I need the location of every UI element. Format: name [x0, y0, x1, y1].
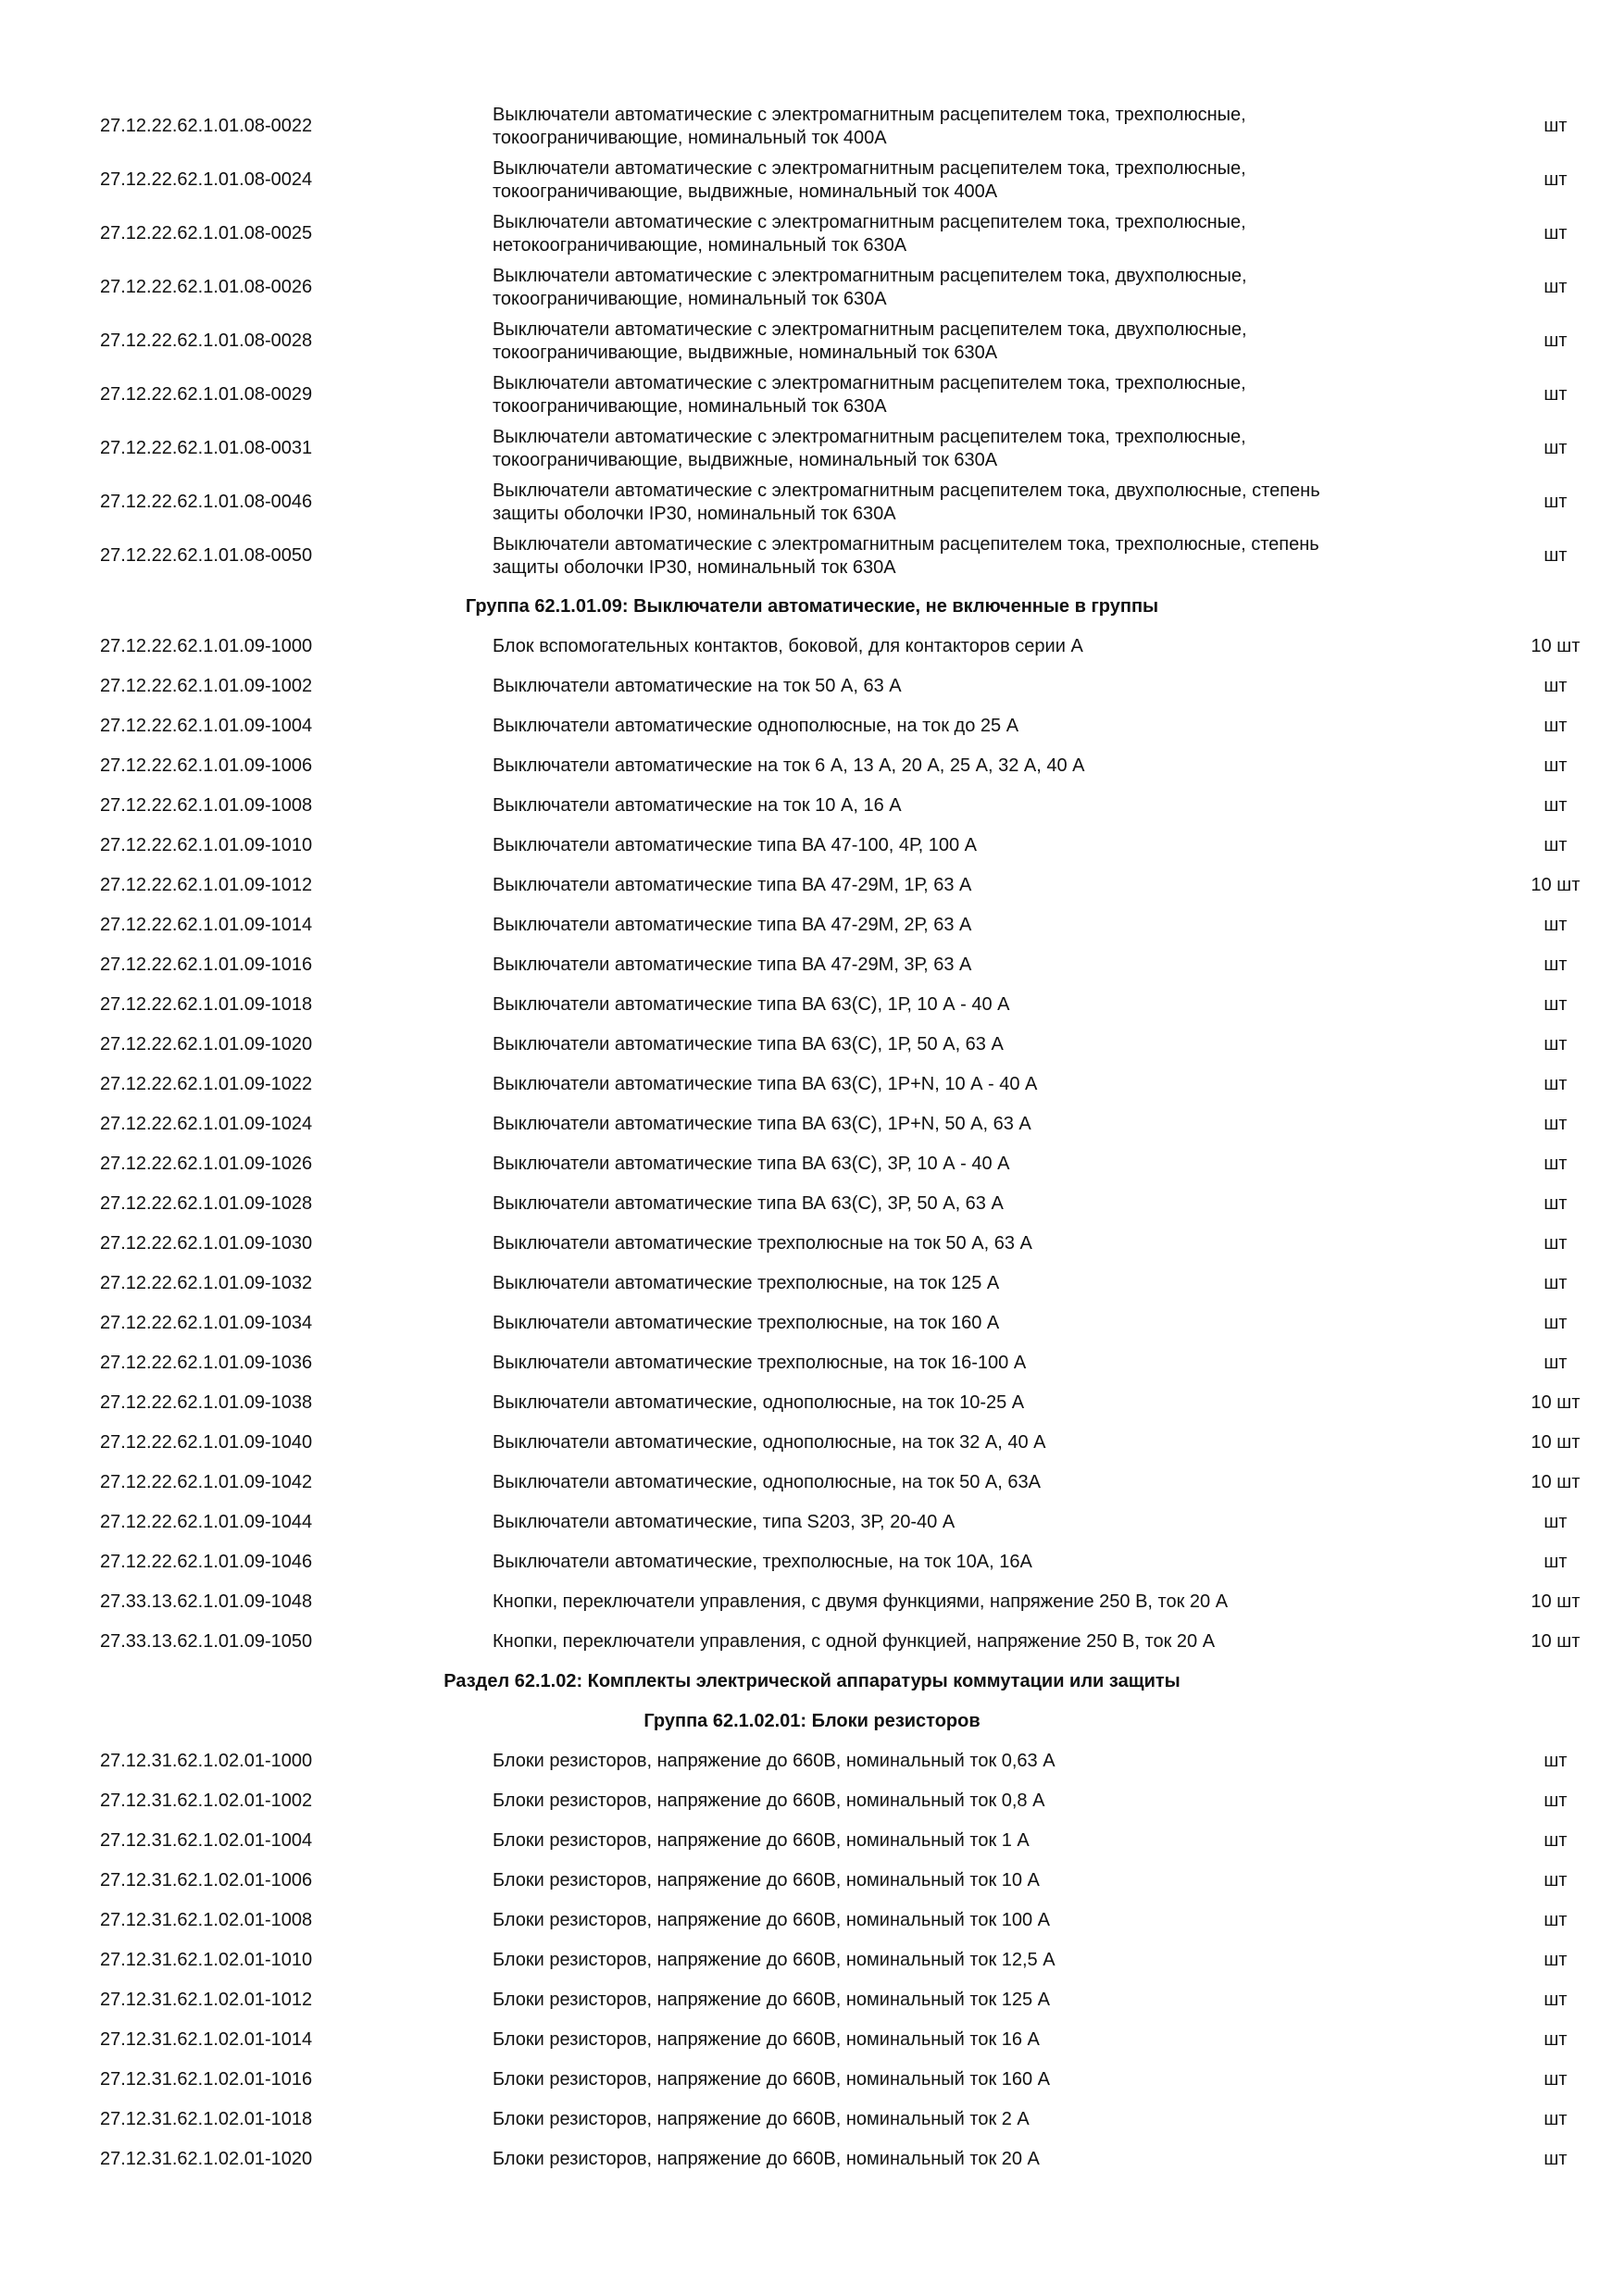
item-name: Выключатели автоматические типа ВА 63(С), 1Р+N, 10 А - 40 А: [493, 1074, 1038, 1094]
item-unit: 10 шт: [1530, 1472, 1580, 1492]
item-unit: шт: [1543, 438, 1568, 458]
item-code: 27.12.22.62.1.01.09-1012: [100, 875, 313, 895]
item-name: Выключатели автоматические трехполюсные, на ток 125 А: [493, 1273, 1000, 1293]
item-unit: шт: [1543, 1512, 1568, 1532]
item-code: 27.12.31.62.1.02.01-1014: [100, 2029, 313, 2050]
item-unit: шт: [1543, 1870, 1568, 1890]
item-unit: шт: [1543, 835, 1568, 855]
item-name: Выключатели автоматические типа ВА 63(С), 3Р, 50 А, 63 А: [493, 1193, 1004, 1214]
item-unit: шт: [1543, 1830, 1568, 1851]
item-unit: шт: [1543, 1233, 1568, 1254]
item-unit: шт: [1543, 994, 1568, 1015]
item-name: Выключатели автоматические типа ВА 47-100, 4Р, 100 А: [493, 835, 977, 855]
item-code: 27.12.22.62.1.01.09-1026: [100, 1154, 313, 1174]
item-unit: шт: [1543, 795, 1568, 816]
item-code: 27.12.31.62.1.02.01-1006: [100, 1870, 313, 1890]
item-name: Выключатели автоматические типа ВА 63(С), 1Р, 50 А, 63 А: [493, 1034, 1004, 1054]
item-name: Выключатели автоматические, однополюсные, на ток 50 А, 63А: [493, 1472, 1041, 1492]
item-name: Выключатели автоматические типа ВА 47-29М, 3Р, 63 А: [493, 955, 972, 975]
item-unit: 10 шт: [1530, 1432, 1580, 1453]
item-code: 27.12.22.62.1.01.09-1034: [100, 1313, 313, 1333]
item-code: 27.12.31.62.1.02.01-1002: [100, 1791, 313, 1811]
item-unit: шт: [1543, 1353, 1568, 1373]
item-unit: шт: [1543, 955, 1568, 975]
item-name: Выключатели автоматические с электромагнитным расцепителем тока, двухполюсные, степень защиты оболочки IP30, номинальный ток 630А: [493, 480, 1320, 524]
item-code: 27.12.22.62.1.01.08-0025: [100, 223, 313, 243]
item-name: Выключатели автоматические, однополюсные, на ток 10-25 А: [493, 1392, 1025, 1413]
item-unit: шт: [1543, 492, 1568, 512]
item-name: Выключатели автоматические с электромагнитным расцепителем тока, трехполюсные, токоограничивающие, номинальный ток 400А: [493, 105, 1246, 148]
item-unit: 10 шт: [1530, 1591, 1580, 1612]
item-code: 27.12.22.62.1.01.09-1004: [100, 716, 313, 736]
item-name: Выключатели автоматические трехполюсные, на ток 16-100 А: [493, 1353, 1027, 1373]
item-unit: шт: [1543, 1950, 1568, 1970]
item-name: Выключатели автоматические с электромагнитным расцепителем тока, трехполюсные, токоограничивающие, выдвижные, номинальный ток 400А: [493, 158, 1246, 202]
item-code: 27.12.22.62.1.01.08-0031: [100, 438, 313, 458]
item-unit: шт: [1543, 1154, 1568, 1174]
item-name: Блоки резисторов, напряжение до 660В, номинальный ток 125 А: [493, 1990, 1051, 2010]
item-unit: шт: [1543, 755, 1568, 776]
item-code: 27.12.31.62.1.02.01-1004: [100, 1830, 313, 1851]
item-unit: шт: [1543, 2109, 1568, 2129]
item-name: Выключатели автоматические с электромагнитным расцепителем тока, трехполюсные, нетокоограничивающие, номинальный ток 630А: [493, 212, 1246, 256]
item-name: Блоки резисторов, напряжение до 660В, номинальный ток 2 А: [493, 2109, 1030, 2129]
item-name: Выключатели автоматические с электромагнитным расцепителем тока, трехполюсные, токоограничивающие, выдвижные, номинальный ток 630А: [493, 427, 1246, 470]
item-unit: шт: [1543, 1552, 1568, 1572]
item-unit: 10 шт: [1530, 636, 1580, 656]
item-name: Блоки резисторов, напряжение до 660В, номинальный ток 10 А: [493, 1870, 1040, 1890]
section-heading: Раздел 62.1.02: Комплекты электрической аппаратуры коммутации или защиты: [443, 1671, 1181, 1691]
item-name: Блоки резисторов, напряжение до 660В, номинальный ток 0,8 А: [493, 1791, 1045, 1811]
item-unit: шт: [1543, 384, 1568, 405]
item-code: 27.12.22.62.1.01.09-1018: [100, 994, 313, 1015]
item-unit: шт: [1543, 2029, 1568, 2050]
item-code: 27.12.22.62.1.01.09-1038: [100, 1392, 313, 1413]
item-unit: шт: [1543, 2149, 1568, 2169]
item-name: Выключатели автоматические на ток 10 А, 16 А: [493, 795, 902, 816]
item-unit: шт: [1543, 1074, 1568, 1094]
item-name: Выключатели автоматические типа ВА 47-29М, 2Р, 63 А: [493, 915, 972, 935]
item-unit: шт: [1543, 116, 1568, 136]
item-name: Блоки резисторов, напряжение до 660В, номинальный ток 100 А: [493, 1910, 1051, 1930]
item-unit: шт: [1543, 1910, 1568, 1930]
item-code: 27.12.22.62.1.01.09-1006: [100, 755, 313, 776]
item-name: Кнопки, переключатели управления, с одной функцией, напряжение 250 В, ток 20 А: [493, 1631, 1216, 1652]
item-unit: шт: [1543, 1990, 1568, 2010]
item-unit: шт: [1543, 1034, 1568, 1054]
item-unit: шт: [1543, 277, 1568, 297]
item-code: 27.12.22.62.1.01.09-1020: [100, 1034, 313, 1054]
item-name: Блоки резисторов, напряжение до 660В, номинальный ток 1 А: [493, 1830, 1030, 1851]
item-name: Выключатели автоматические типа ВА 63(С), 1Р, 10 А - 40 А: [493, 994, 1010, 1015]
item-unit: шт: [1543, 915, 1568, 935]
item-name: Блоки резисторов, напряжение до 660В, номинальный ток 16 А: [493, 2029, 1040, 2050]
item-name: Выключатели автоматические на ток 50 А, 63 А: [493, 676, 902, 696]
item-code: 27.12.22.62.1.01.09-1036: [100, 1353, 313, 1373]
item-name: Выключатели автоматические типа ВА 63(С), 3Р, 10 А - 40 А: [493, 1154, 1010, 1174]
item-name: Выключатели автоматические однополюсные, на ток до 25 А: [493, 716, 1019, 736]
item-code: 27.33.13.62.1.01.09-1048: [100, 1591, 313, 1612]
item-unit: 10 шт: [1530, 1631, 1580, 1652]
item-code: 27.12.31.62.1.02.01-1020: [100, 2149, 313, 2169]
item-unit: шт: [1543, 716, 1568, 736]
item-code: 27.12.22.62.1.01.09-1032: [100, 1273, 313, 1293]
item-name: Выключатели автоматические типа ВА 47-29М, 1Р, 63 А: [493, 875, 972, 895]
item-code: 27.12.31.62.1.02.01-1016: [100, 2069, 313, 2090]
item-name: Блоки резисторов, напряжение до 660В, номинальный ток 160 А: [493, 2069, 1051, 2090]
item-name: Блок вспомогательных контактов, боковой, для контакторов серии А: [493, 636, 1083, 656]
item-code: 27.12.22.62.1.01.09-1008: [100, 795, 313, 816]
item-name: Выключатели автоматические на ток 6 А, 13 А, 20 А, 25 А, 32 А, 40 А: [493, 755, 1085, 776]
item-unit: шт: [1543, 676, 1568, 696]
item-name: Выключатели автоматические, трехполюсные, на ток 10А, 16А: [493, 1552, 1032, 1572]
item-code: 27.12.22.62.1.01.09-1028: [100, 1193, 313, 1214]
item-code: 27.12.22.62.1.01.08-0046: [100, 492, 313, 512]
item-name: Выключатели автоматические типа ВА 63(С), 1Р+N, 50 А, 63 А: [493, 1114, 1031, 1134]
item-code: 27.12.31.62.1.02.01-1008: [100, 1910, 313, 1930]
item-name: Выключатели автоматические с электромагнитным расцепителем тока, двухполюсные, токоограничивающие, номинальный ток 630А: [493, 266, 1247, 309]
item-unit: шт: [1543, 1313, 1568, 1333]
item-name: Выключатели автоматические с электромагнитным расцепителем тока, трехполюсные, степень защиты оболочки IP30, номинальный ток 630А: [493, 534, 1319, 578]
item-code: 27.12.22.62.1.01.08-0022: [100, 116, 313, 136]
item-code: 27.12.22.62.1.01.09-1022: [100, 1074, 313, 1094]
item-code: 27.12.22.62.1.01.08-0050: [100, 545, 313, 566]
item-name: Кнопки, переключатели управления, с двумя функциями, напряжение 250 В, ток 20 А: [493, 1591, 1229, 1612]
item-code: 27.12.31.62.1.02.01-1012: [100, 1990, 313, 2010]
item-name: Выключатели автоматические с электромагнитным расцепителем тока, трехполюсные, токоограничивающие, номинальный ток 630А: [493, 373, 1246, 417]
item-unit: шт: [1543, 1751, 1568, 1771]
item-unit: шт: [1543, 331, 1568, 351]
item-name: Выключатели автоматические трехполюсные на ток 50 А, 63 А: [493, 1233, 1032, 1254]
item-code: 27.12.22.62.1.01.09-1040: [100, 1432, 313, 1453]
item-unit: 10 шт: [1530, 1392, 1580, 1413]
item-code: 27.33.13.62.1.01.09-1050: [100, 1631, 313, 1652]
item-unit: 10 шт: [1530, 875, 1580, 895]
item-code: 27.12.22.62.1.01.08-0024: [100, 169, 313, 190]
section-heading: Группа 62.1.01.09: Выключатели автоматические, не включенные в группы: [465, 596, 1159, 617]
item-code: 27.12.22.62.1.01.08-0028: [100, 331, 313, 351]
item-unit: шт: [1543, 1273, 1568, 1293]
item-name: Блоки резисторов, напряжение до 660В, номинальный ток 0,63 А: [493, 1751, 1056, 1771]
item-unit: шт: [1543, 1114, 1568, 1134]
item-code: 27.12.22.62.1.01.09-1010: [100, 835, 313, 855]
item-name: Блоки резисторов, напряжение до 660В, номинальный ток 20 А: [493, 2149, 1040, 2169]
item-name: Выключатели автоматические, типа S203, 3Р, 20-40 А: [493, 1512, 956, 1532]
item-code: 27.12.31.62.1.02.01-1000: [100, 1751, 313, 1771]
item-unit: шт: [1543, 2069, 1568, 2090]
item-code: 27.12.22.62.1.01.09-1000: [100, 636, 313, 656]
item-code: 27.12.31.62.1.02.01-1018: [100, 2109, 313, 2129]
item-code: 27.12.22.62.1.01.09-1042: [100, 1472, 313, 1492]
item-code: 27.12.22.62.1.01.08-0029: [100, 384, 313, 405]
item-name: Блоки резисторов, напряжение до 660В, номинальный ток 12,5 А: [493, 1950, 1056, 1970]
item-unit: шт: [1543, 1791, 1568, 1811]
item-code: 27.12.31.62.1.02.01-1010: [100, 1950, 313, 1970]
item-code: 27.12.22.62.1.01.08-0026: [100, 277, 313, 297]
item-unit: шт: [1543, 545, 1568, 566]
item-code: 27.12.22.62.1.01.09-1030: [100, 1233, 313, 1254]
item-code: 27.12.22.62.1.01.09-1016: [100, 955, 313, 975]
section-heading: Группа 62.1.02.01: Блоки резисторов: [643, 1711, 981, 1731]
item-code: 27.12.22.62.1.01.09-1014: [100, 915, 313, 935]
item-code: 27.12.22.62.1.01.09-1024: [100, 1114, 313, 1134]
item-code: 27.12.22.62.1.01.09-1044: [100, 1512, 313, 1532]
item-name: Выключатели автоматические, однополюсные, на ток 32 А, 40 А: [493, 1432, 1046, 1453]
item-unit: шт: [1543, 169, 1568, 190]
item-unit: шт: [1543, 1193, 1568, 1214]
item-code: 27.12.22.62.1.01.09-1046: [100, 1552, 313, 1572]
item-name: Выключатели автоматические трехполюсные, на ток 160 А: [493, 1313, 1000, 1333]
item-name: Выключатели автоматические с электромагнитным расцепителем тока, двухполюсные, токоограничивающие, выдвижные, номинальный ток 630А: [493, 319, 1247, 363]
item-code: 27.12.22.62.1.01.09-1002: [100, 676, 313, 696]
item-unit: шт: [1543, 223, 1568, 243]
